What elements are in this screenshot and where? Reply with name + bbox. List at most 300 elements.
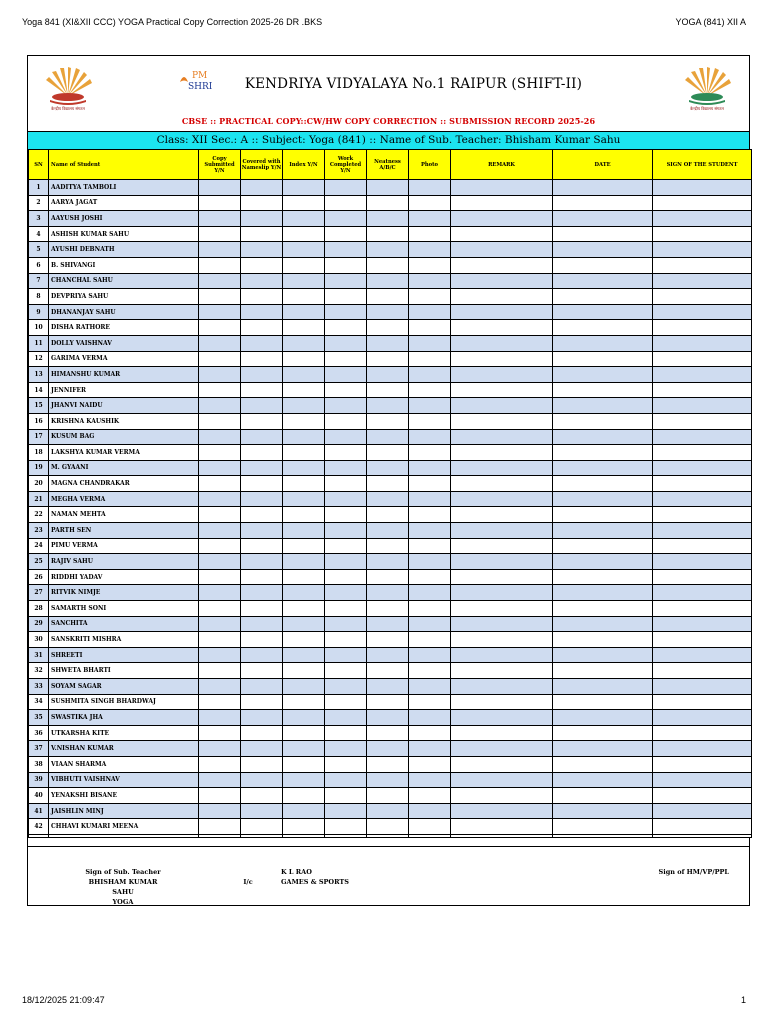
index-cell[interactable] — [283, 647, 325, 663]
neatness-cell[interactable] — [367, 289, 409, 305]
date-cell[interactable] — [553, 304, 653, 320]
photo-cell[interactable] — [409, 772, 451, 788]
work-completed-cell[interactable] — [325, 257, 367, 273]
work-completed-cell[interactable] — [325, 616, 367, 632]
remark-cell[interactable] — [451, 413, 553, 429]
covered-nameslip-cell[interactable] — [241, 335, 283, 351]
covered-nameslip-cell[interactable] — [241, 242, 283, 258]
work-completed-cell[interactable] — [325, 725, 367, 741]
copy-submitted-cell[interactable] — [199, 647, 241, 663]
copy-submitted-cell[interactable] — [199, 803, 241, 819]
sign-cell[interactable] — [653, 632, 752, 648]
date-cell[interactable] — [553, 398, 653, 414]
neatness-cell[interactable] — [367, 195, 409, 211]
date-cell[interactable] — [553, 803, 653, 819]
index-cell[interactable] — [283, 476, 325, 492]
sign-cell[interactable] — [653, 382, 752, 398]
neatness-cell[interactable] — [367, 476, 409, 492]
covered-nameslip-cell[interactable] — [241, 601, 283, 617]
work-completed-cell[interactable] — [325, 382, 367, 398]
remark-cell[interactable] — [451, 725, 553, 741]
neatness-cell[interactable] — [367, 304, 409, 320]
copy-submitted-cell[interactable] — [199, 460, 241, 476]
work-completed-cell[interactable] — [325, 195, 367, 211]
neatness-cell[interactable] — [367, 756, 409, 772]
sign-cell[interactable] — [653, 772, 752, 788]
covered-nameslip-cell[interactable] — [241, 647, 283, 663]
covered-nameslip-cell[interactable] — [241, 725, 283, 741]
date-cell[interactable] — [553, 507, 653, 523]
covered-nameslip-cell[interactable] — [241, 476, 283, 492]
remark-cell[interactable] — [451, 585, 553, 601]
remark-cell[interactable] — [451, 445, 553, 461]
copy-submitted-cell[interactable] — [199, 756, 241, 772]
index-cell[interactable] — [283, 491, 325, 507]
index-cell[interactable] — [283, 304, 325, 320]
sign-cell[interactable] — [653, 585, 752, 601]
copy-submitted-cell[interactable] — [199, 382, 241, 398]
date-cell[interactable] — [553, 413, 653, 429]
covered-nameslip-cell[interactable] — [241, 195, 283, 211]
remark-cell[interactable] — [451, 694, 553, 710]
photo-cell[interactable] — [409, 523, 451, 539]
index-cell[interactable] — [283, 601, 325, 617]
photo-cell[interactable] — [409, 242, 451, 258]
remark-cell[interactable] — [451, 788, 553, 804]
index-cell[interactable] — [283, 507, 325, 523]
photo-cell[interactable] — [409, 491, 451, 507]
date-cell[interactable] — [553, 601, 653, 617]
date-cell[interactable] — [553, 382, 653, 398]
work-completed-cell[interactable] — [325, 601, 367, 617]
work-completed-cell[interactable] — [325, 538, 367, 554]
date-cell[interactable] — [553, 710, 653, 726]
copy-submitted-cell[interactable] — [199, 445, 241, 461]
remark-cell[interactable] — [451, 554, 553, 570]
index-cell[interactable] — [283, 819, 325, 835]
index-cell[interactable] — [283, 663, 325, 679]
sign-cell[interactable] — [653, 647, 752, 663]
date-cell[interactable] — [553, 679, 653, 695]
photo-cell[interactable] — [409, 616, 451, 632]
work-completed-cell[interactable] — [325, 476, 367, 492]
covered-nameslip-cell[interactable] — [241, 413, 283, 429]
index-cell[interactable] — [283, 632, 325, 648]
neatness-cell[interactable] — [367, 788, 409, 804]
covered-nameslip-cell[interactable] — [241, 398, 283, 414]
copy-submitted-cell[interactable] — [199, 180, 241, 196]
remark-cell[interactable] — [451, 632, 553, 648]
photo-cell[interactable] — [409, 273, 451, 289]
photo-cell[interactable] — [409, 367, 451, 383]
index-cell[interactable] — [283, 710, 325, 726]
work-completed-cell[interactable] — [325, 507, 367, 523]
copy-submitted-cell[interactable] — [199, 601, 241, 617]
sign-cell[interactable] — [653, 180, 752, 196]
neatness-cell[interactable] — [367, 554, 409, 570]
neatness-cell[interactable] — [367, 538, 409, 554]
neatness-cell[interactable] — [367, 460, 409, 476]
sign-cell[interactable] — [653, 351, 752, 367]
date-cell[interactable] — [553, 367, 653, 383]
covered-nameslip-cell[interactable] — [241, 523, 283, 539]
photo-cell[interactable] — [409, 320, 451, 336]
remark-cell[interactable] — [451, 819, 553, 835]
covered-nameslip-cell[interactable] — [241, 741, 283, 757]
index-cell[interactable] — [283, 351, 325, 367]
date-cell[interactable] — [553, 445, 653, 461]
sign-cell[interactable] — [653, 289, 752, 305]
remark-cell[interactable] — [451, 398, 553, 414]
sign-cell[interactable] — [653, 195, 752, 211]
index-cell[interactable] — [283, 803, 325, 819]
date-cell[interactable] — [553, 491, 653, 507]
sign-cell[interactable] — [653, 413, 752, 429]
copy-submitted-cell[interactable] — [199, 554, 241, 570]
date-cell[interactable] — [553, 476, 653, 492]
work-completed-cell[interactable] — [325, 632, 367, 648]
sign-cell[interactable] — [653, 569, 752, 585]
date-cell[interactable] — [553, 195, 653, 211]
photo-cell[interactable] — [409, 710, 451, 726]
sign-cell[interactable] — [653, 710, 752, 726]
copy-submitted-cell[interactable] — [199, 242, 241, 258]
neatness-cell[interactable] — [367, 569, 409, 585]
remark-cell[interactable] — [451, 803, 553, 819]
neatness-cell[interactable] — [367, 694, 409, 710]
sign-cell[interactable] — [653, 554, 752, 570]
copy-submitted-cell[interactable] — [199, 273, 241, 289]
covered-nameslip-cell[interactable] — [241, 367, 283, 383]
index-cell[interactable] — [283, 694, 325, 710]
work-completed-cell[interactable] — [325, 788, 367, 804]
copy-submitted-cell[interactable] — [199, 195, 241, 211]
remark-cell[interactable] — [451, 304, 553, 320]
work-completed-cell[interactable] — [325, 429, 367, 445]
remark-cell[interactable] — [451, 180, 553, 196]
date-cell[interactable] — [553, 351, 653, 367]
sign-cell[interactable] — [653, 320, 752, 336]
copy-submitted-cell[interactable] — [199, 320, 241, 336]
neatness-cell[interactable] — [367, 585, 409, 601]
copy-submitted-cell[interactable] — [199, 772, 241, 788]
date-cell[interactable] — [553, 242, 653, 258]
index-cell[interactable] — [283, 242, 325, 258]
copy-submitted-cell[interactable] — [199, 398, 241, 414]
index-cell[interactable] — [283, 429, 325, 445]
photo-cell[interactable] — [409, 694, 451, 710]
sign-cell[interactable] — [653, 756, 752, 772]
covered-nameslip-cell[interactable] — [241, 226, 283, 242]
remark-cell[interactable] — [451, 429, 553, 445]
index-cell[interactable] — [283, 398, 325, 414]
photo-cell[interactable] — [409, 413, 451, 429]
copy-submitted-cell[interactable] — [199, 429, 241, 445]
copy-submitted-cell[interactable] — [199, 289, 241, 305]
date-cell[interactable] — [553, 460, 653, 476]
covered-nameslip-cell[interactable] — [241, 491, 283, 507]
date-cell[interactable] — [553, 741, 653, 757]
covered-nameslip-cell[interactable] — [241, 585, 283, 601]
covered-nameslip-cell[interactable] — [241, 803, 283, 819]
work-completed-cell[interactable] — [325, 289, 367, 305]
remark-cell[interactable] — [451, 460, 553, 476]
covered-nameslip-cell[interactable] — [241, 756, 283, 772]
covered-nameslip-cell[interactable] — [241, 616, 283, 632]
index-cell[interactable] — [283, 382, 325, 398]
work-completed-cell[interactable] — [325, 413, 367, 429]
copy-submitted-cell[interactable] — [199, 523, 241, 539]
photo-cell[interactable] — [409, 647, 451, 663]
copy-submitted-cell[interactable] — [199, 335, 241, 351]
neatness-cell[interactable] — [367, 429, 409, 445]
covered-nameslip-cell[interactable] — [241, 772, 283, 788]
work-completed-cell[interactable] — [325, 180, 367, 196]
copy-submitted-cell[interactable] — [199, 257, 241, 273]
copy-submitted-cell[interactable] — [199, 710, 241, 726]
work-completed-cell[interactable] — [325, 663, 367, 679]
remark-cell[interactable] — [451, 335, 553, 351]
neatness-cell[interactable] — [367, 413, 409, 429]
covered-nameslip-cell[interactable] — [241, 694, 283, 710]
remark-cell[interactable] — [451, 538, 553, 554]
sign-cell[interactable] — [653, 819, 752, 835]
date-cell[interactable] — [553, 289, 653, 305]
work-completed-cell[interactable] — [325, 803, 367, 819]
remark-cell[interactable] — [451, 273, 553, 289]
date-cell[interactable] — [553, 538, 653, 554]
covered-nameslip-cell[interactable] — [241, 445, 283, 461]
index-cell[interactable] — [283, 741, 325, 757]
neatness-cell[interactable] — [367, 679, 409, 695]
neatness-cell[interactable] — [367, 507, 409, 523]
copy-submitted-cell[interactable] — [199, 788, 241, 804]
sign-cell[interactable] — [653, 242, 752, 258]
copy-submitted-cell[interactable] — [199, 304, 241, 320]
copy-submitted-cell[interactable] — [199, 351, 241, 367]
sign-cell[interactable] — [653, 788, 752, 804]
copy-submitted-cell[interactable] — [199, 226, 241, 242]
copy-submitted-cell[interactable] — [199, 616, 241, 632]
work-completed-cell[interactable] — [325, 335, 367, 351]
neatness-cell[interactable] — [367, 211, 409, 227]
covered-nameslip-cell[interactable] — [241, 710, 283, 726]
date-cell[interactable] — [553, 663, 653, 679]
photo-cell[interactable] — [409, 741, 451, 757]
date-cell[interactable] — [553, 756, 653, 772]
sign-cell[interactable] — [653, 429, 752, 445]
index-cell[interactable] — [283, 211, 325, 227]
neatness-cell[interactable] — [367, 335, 409, 351]
photo-cell[interactable] — [409, 211, 451, 227]
photo-cell[interactable] — [409, 538, 451, 554]
covered-nameslip-cell[interactable] — [241, 289, 283, 305]
sign-cell[interactable] — [653, 273, 752, 289]
sign-cell[interactable] — [653, 679, 752, 695]
neatness-cell[interactable] — [367, 772, 409, 788]
remark-cell[interactable] — [451, 741, 553, 757]
photo-cell[interactable] — [409, 429, 451, 445]
work-completed-cell[interactable] — [325, 756, 367, 772]
index-cell[interactable] — [283, 335, 325, 351]
date-cell[interactable] — [553, 554, 653, 570]
work-completed-cell[interactable] — [325, 273, 367, 289]
remark-cell[interactable] — [451, 195, 553, 211]
covered-nameslip-cell[interactable] — [241, 273, 283, 289]
sign-cell[interactable] — [653, 398, 752, 414]
neatness-cell[interactable] — [367, 725, 409, 741]
copy-submitted-cell[interactable] — [199, 476, 241, 492]
date-cell[interactable] — [553, 226, 653, 242]
copy-submitted-cell[interactable] — [199, 585, 241, 601]
work-completed-cell[interactable] — [325, 351, 367, 367]
remark-cell[interactable] — [451, 523, 553, 539]
index-cell[interactable] — [283, 460, 325, 476]
date-cell[interactable] — [553, 725, 653, 741]
copy-submitted-cell[interactable] — [199, 367, 241, 383]
index-cell[interactable] — [283, 195, 325, 211]
remark-cell[interactable] — [451, 601, 553, 617]
neatness-cell[interactable] — [367, 445, 409, 461]
remark-cell[interactable] — [451, 211, 553, 227]
neatness-cell[interactable] — [367, 180, 409, 196]
photo-cell[interactable] — [409, 569, 451, 585]
photo-cell[interactable] — [409, 756, 451, 772]
copy-submitted-cell[interactable] — [199, 694, 241, 710]
remark-cell[interactable] — [451, 242, 553, 258]
photo-cell[interactable] — [409, 351, 451, 367]
index-cell[interactable] — [283, 554, 325, 570]
work-completed-cell[interactable] — [325, 242, 367, 258]
photo-cell[interactable] — [409, 803, 451, 819]
index-cell[interactable] — [283, 367, 325, 383]
neatness-cell[interactable] — [367, 351, 409, 367]
remark-cell[interactable] — [451, 616, 553, 632]
work-completed-cell[interactable] — [325, 491, 367, 507]
date-cell[interactable] — [553, 273, 653, 289]
photo-cell[interactable] — [409, 195, 451, 211]
neatness-cell[interactable] — [367, 273, 409, 289]
neatness-cell[interactable] — [367, 710, 409, 726]
covered-nameslip-cell[interactable] — [241, 429, 283, 445]
index-cell[interactable] — [283, 289, 325, 305]
copy-submitted-cell[interactable] — [199, 741, 241, 757]
copy-submitted-cell[interactable] — [199, 725, 241, 741]
covered-nameslip-cell[interactable] — [241, 679, 283, 695]
remark-cell[interactable] — [451, 351, 553, 367]
work-completed-cell[interactable] — [325, 741, 367, 757]
covered-nameslip-cell[interactable] — [241, 569, 283, 585]
sign-cell[interactable] — [653, 725, 752, 741]
photo-cell[interactable] — [409, 445, 451, 461]
index-cell[interactable] — [283, 413, 325, 429]
covered-nameslip-cell[interactable] — [241, 554, 283, 570]
photo-cell[interactable] — [409, 554, 451, 570]
neatness-cell[interactable] — [367, 398, 409, 414]
remark-cell[interactable] — [451, 491, 553, 507]
sign-cell[interactable] — [653, 445, 752, 461]
sign-cell[interactable] — [653, 803, 752, 819]
photo-cell[interactable] — [409, 507, 451, 523]
date-cell[interactable] — [553, 257, 653, 273]
index-cell[interactable] — [283, 257, 325, 273]
copy-submitted-cell[interactable] — [199, 211, 241, 227]
sign-cell[interactable] — [653, 335, 752, 351]
sign-cell[interactable] — [653, 507, 752, 523]
copy-submitted-cell[interactable] — [199, 663, 241, 679]
date-cell[interactable] — [553, 772, 653, 788]
remark-cell[interactable] — [451, 367, 553, 383]
sign-cell[interactable] — [653, 304, 752, 320]
remark-cell[interactable] — [451, 679, 553, 695]
copy-submitted-cell[interactable] — [199, 413, 241, 429]
work-completed-cell[interactable] — [325, 460, 367, 476]
sign-cell[interactable] — [653, 523, 752, 539]
index-cell[interactable] — [283, 788, 325, 804]
neatness-cell[interactable] — [367, 647, 409, 663]
covered-nameslip-cell[interactable] — [241, 788, 283, 804]
work-completed-cell[interactable] — [325, 569, 367, 585]
copy-submitted-cell[interactable] — [199, 679, 241, 695]
covered-nameslip-cell[interactable] — [241, 819, 283, 835]
work-completed-cell[interactable] — [325, 647, 367, 663]
covered-nameslip-cell[interactable] — [241, 180, 283, 196]
neatness-cell[interactable] — [367, 491, 409, 507]
neatness-cell[interactable] — [367, 367, 409, 383]
covered-nameslip-cell[interactable] — [241, 460, 283, 476]
index-cell[interactable] — [283, 180, 325, 196]
sign-cell[interactable] — [653, 257, 752, 273]
date-cell[interactable] — [553, 632, 653, 648]
work-completed-cell[interactable] — [325, 320, 367, 336]
date-cell[interactable] — [553, 788, 653, 804]
remark-cell[interactable] — [451, 382, 553, 398]
index-cell[interactable] — [283, 756, 325, 772]
index-cell[interactable] — [283, 616, 325, 632]
neatness-cell[interactable] — [367, 601, 409, 617]
covered-nameslip-cell[interactable] — [241, 507, 283, 523]
neatness-cell[interactable] — [367, 741, 409, 757]
photo-cell[interactable] — [409, 460, 451, 476]
covered-nameslip-cell[interactable] — [241, 382, 283, 398]
neatness-cell[interactable] — [367, 523, 409, 539]
work-completed-cell[interactable] — [325, 304, 367, 320]
index-cell[interactable] — [283, 725, 325, 741]
photo-cell[interactable] — [409, 663, 451, 679]
index-cell[interactable] — [283, 569, 325, 585]
date-cell[interactable] — [553, 523, 653, 539]
date-cell[interactable] — [553, 585, 653, 601]
remark-cell[interactable] — [451, 257, 553, 273]
date-cell[interactable] — [553, 819, 653, 835]
sign-cell[interactable] — [653, 491, 752, 507]
neatness-cell[interactable] — [367, 663, 409, 679]
work-completed-cell[interactable] — [325, 211, 367, 227]
work-completed-cell[interactable] — [325, 367, 367, 383]
remark-cell[interactable] — [451, 647, 553, 663]
index-cell[interactable] — [283, 679, 325, 695]
neatness-cell[interactable] — [367, 257, 409, 273]
date-cell[interactable] — [553, 180, 653, 196]
covered-nameslip-cell[interactable] — [241, 663, 283, 679]
index-cell[interactable] — [283, 273, 325, 289]
date-cell[interactable] — [553, 320, 653, 336]
index-cell[interactable] — [283, 585, 325, 601]
covered-nameslip-cell[interactable] — [241, 257, 283, 273]
date-cell[interactable] — [553, 616, 653, 632]
work-completed-cell[interactable] — [325, 554, 367, 570]
neatness-cell[interactable] — [367, 226, 409, 242]
